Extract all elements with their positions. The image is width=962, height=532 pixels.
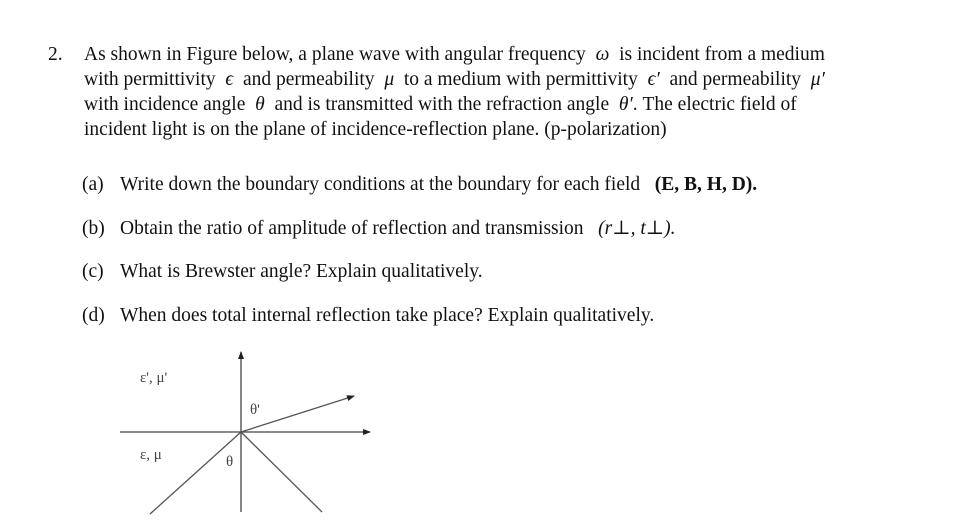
statement-text: to a medium with permittivity	[403, 69, 638, 90]
epsilon-prime-symbol: ϵ′	[647, 69, 660, 90]
statement-text: with incidence angle	[84, 94, 246, 115]
lower-medium-label: ε, μ	[140, 447, 162, 463]
theta-prime-symbol: θ′	[618, 94, 633, 115]
part-text: What is Brewster angle? Explain qualitatively.	[120, 261, 483, 282]
incidence-angle-label: θ	[226, 454, 234, 470]
statement-text: incident light is on the plane of incidence-reflection plane. (p-polarization)	[84, 119, 667, 140]
mu-symbol: μ	[384, 69, 395, 90]
part-text: Write down the boundary conditions at the boundary for each field	[120, 174, 641, 195]
statement-text: and is transmitted with the refraction angle	[274, 94, 610, 115]
part-label: (a)	[82, 174, 104, 195]
theta-symbol: θ	[255, 94, 265, 115]
epsilon-symbol: ϵ	[225, 69, 234, 90]
statement-text: . The electric field of	[632, 94, 797, 115]
problem-number: 2.	[48, 44, 63, 65]
fields-list: (E, B, H, D).	[654, 174, 758, 195]
part-text: When does total internal reflection take place? Explain qualitatively.	[120, 304, 655, 326]
statement-text: and permeability	[242, 69, 375, 90]
part-label: (b)	[82, 217, 105, 239]
part-text: Obtain the ratio of amplitude of reflection and transmission	[120, 217, 584, 239]
part-label: (c)	[82, 261, 104, 282]
upper-medium-label: ε', μ'	[140, 370, 168, 386]
refraction-angle-label: θ'	[250, 402, 260, 418]
omega-symbol: ω	[595, 44, 610, 65]
mu-prime-symbol: μ′	[810, 69, 825, 90]
ratio-symbols: (r⊥, t⊥).	[598, 217, 676, 239]
incident-ray	[150, 432, 241, 514]
part-label: (d)	[82, 304, 105, 326]
reflected-ray	[241, 432, 322, 512]
statement-text: As shown in Figure below, a plane wave with angular frequency	[84, 44, 586, 65]
statement-text: with permittivity	[84, 69, 216, 90]
statement-text: and permeability	[669, 69, 802, 90]
statement-text: is incident from a medium	[619, 44, 825, 65]
